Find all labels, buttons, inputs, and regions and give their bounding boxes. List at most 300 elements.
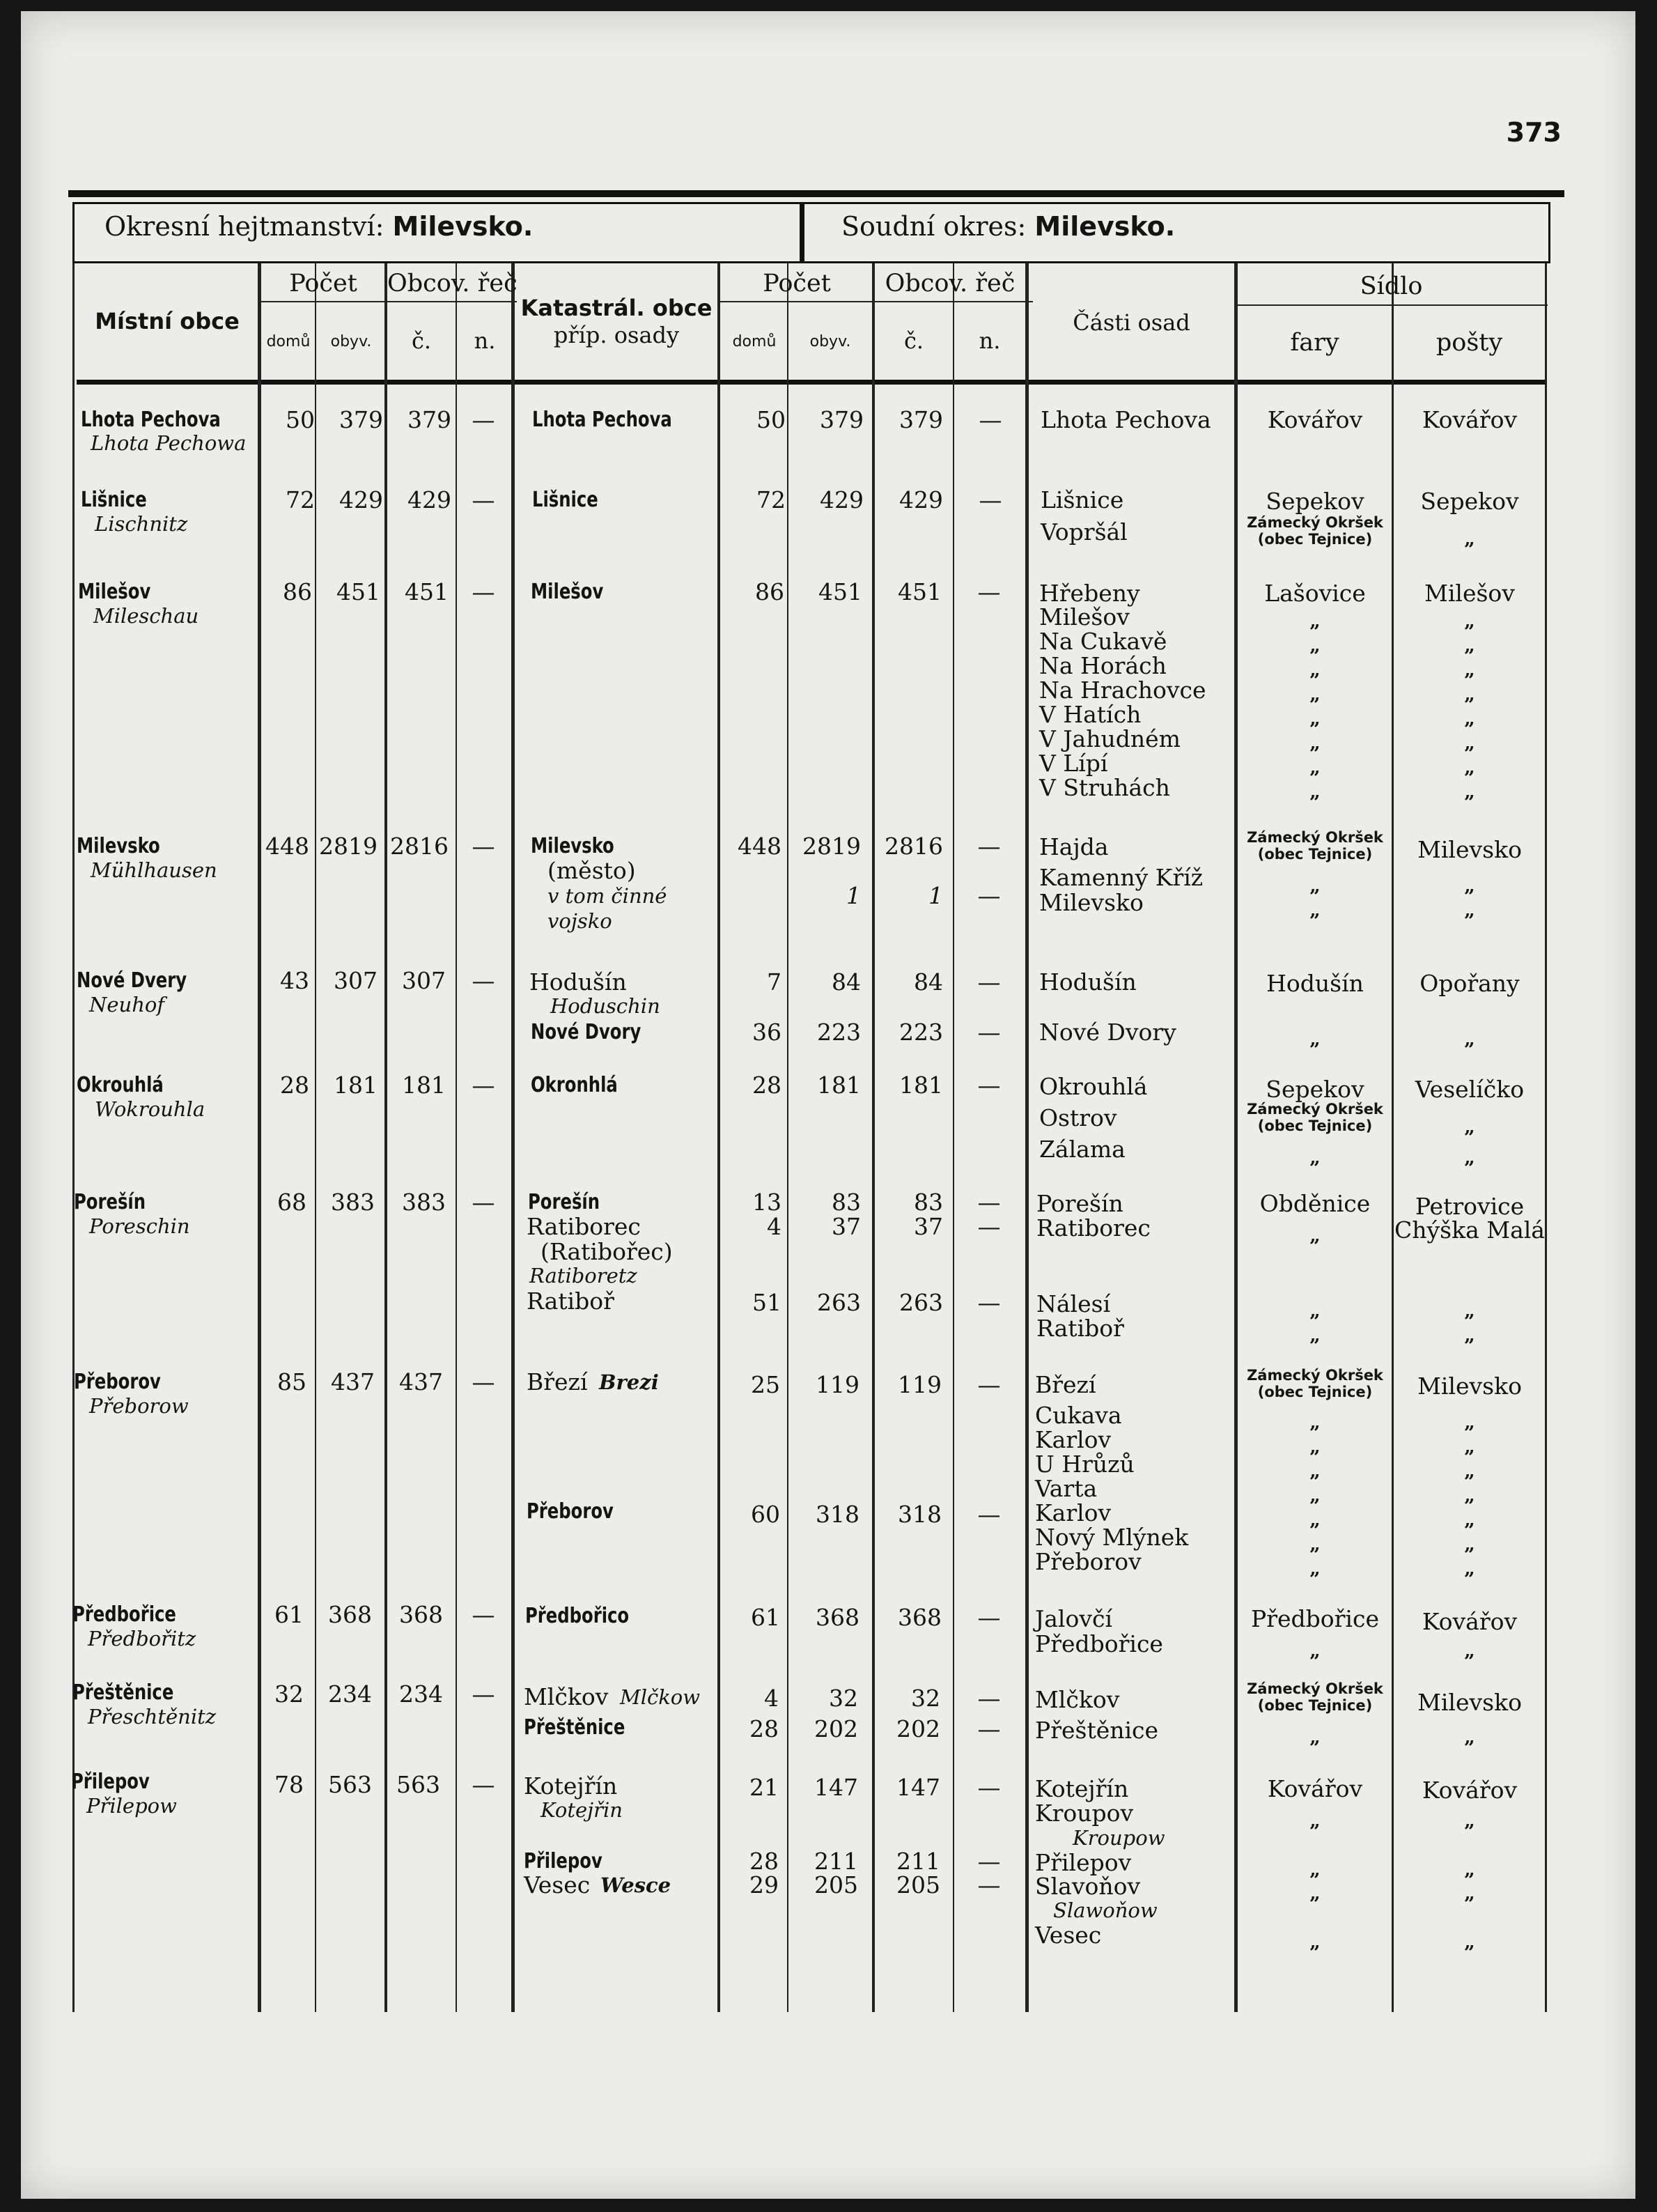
cast-osady: Přeštěnice (1035, 1717, 1159, 1744)
cast-osady: Vesec (1035, 1921, 1102, 1949)
ditto-mark: „ (1464, 1931, 1475, 1953)
obec-n: — (472, 486, 495, 513)
obec-name: Přeborov (74, 1370, 161, 1394)
header-n: n. (474, 327, 496, 354)
header-obyv-2: obyv. (809, 333, 851, 350)
cast-osady: Přilepov (1035, 1849, 1132, 1876)
ditto-mark: „ (1309, 757, 1321, 778)
katastr-c: 205 (896, 1871, 940, 1898)
katastr-name: Přeštěnice (524, 1715, 625, 1740)
top-rule (68, 190, 1564, 197)
ditto-mark: „ (1309, 732, 1321, 754)
katastr-german: Ratiboretz (529, 1264, 637, 1287)
header-subrule (259, 301, 517, 302)
posta: Kovářov (1422, 1777, 1518, 1804)
obec-german: Přeborow (89, 1394, 189, 1418)
katastr-note: v tom činné (547, 884, 667, 908)
katastr-name: Ratiborec (527, 1213, 641, 1240)
cast-osady: Lhota Pechova (1041, 406, 1211, 433)
cast-osady: V Lípí (1039, 750, 1108, 777)
obec-name: Lhota Pechova (81, 408, 221, 432)
katastr-german: Mlčkow (620, 1685, 701, 1709)
ditto-mark: „ (1464, 875, 1475, 897)
ditto-mark: „ (1464, 1324, 1475, 1346)
obec-c: 451 (405, 578, 449, 605)
ditto-mark: „ (1309, 1324, 1321, 1346)
ditto-mark: „ (1464, 1411, 1475, 1433)
header-domu-2: domů (732, 333, 777, 350)
cast-osady: V Struhách (1039, 774, 1170, 801)
posta: Petrovice (1415, 1193, 1525, 1220)
fara-note: (obec Tejnice) (1257, 1697, 1373, 1714)
ditto-mark: „ (1464, 1485, 1475, 1506)
katastr-c: 451 (898, 578, 942, 605)
obec-c: 234 (399, 1680, 443, 1708)
katastr-domu: 7 (767, 968, 781, 996)
obec-obyv: 307 (334, 967, 378, 994)
posta: Milevsko (1417, 1689, 1522, 1716)
katastr-domu: 29 (749, 1871, 779, 1898)
ditto-mark: „ (1309, 1533, 1321, 1555)
posta: Veselíčko (1415, 1076, 1525, 1103)
katastr-c: 202 (896, 1715, 940, 1742)
katastr-obyv: 429 (820, 486, 864, 513)
katastr-obyv: 83 (832, 1189, 861, 1216)
katastr-n: — (977, 1019, 1001, 1046)
header-mistni-obce: Místní obce (95, 308, 240, 334)
katastr-name: Ratiboř (527, 1287, 614, 1315)
obec-name: Přeštěnice (72, 1680, 174, 1705)
posta: Sepekov (1420, 488, 1519, 515)
header-katastral-1: Katastrál. obce (520, 295, 713, 321)
cast-osady: Kroupov (1035, 1800, 1134, 1827)
fara: Sepekov (1266, 488, 1364, 515)
col-line (384, 263, 387, 2012)
fara: Kovářov (1267, 406, 1363, 433)
header-fary: fary (1290, 329, 1339, 357)
katastr-obyv: 211 (814, 1848, 858, 1875)
obec-obyv: 451 (336, 578, 380, 605)
ditto-mark: „ (1464, 757, 1475, 778)
cast-osady: V Hatích (1039, 701, 1142, 728)
header-sidlo: Sídlo (1360, 272, 1423, 300)
ditto-mark: „ (1309, 1436, 1321, 1457)
ditto-mark: „ (1464, 528, 1475, 550)
katastr-obyv: 2819 (802, 833, 861, 860)
ditto-mark: „ (1464, 1640, 1475, 1662)
cast-osady: Březí (1035, 1371, 1096, 1398)
ditto-mark: „ (1464, 1726, 1475, 1748)
cast-osady: Předbořice (1035, 1630, 1163, 1657)
obec-name: Milešov (78, 580, 151, 604)
header-n-2: n. (979, 327, 1001, 354)
katastr-domu: 36 (752, 1019, 781, 1046)
obec-obyv: 181 (334, 1072, 378, 1099)
obec-domu: 32 (274, 1680, 304, 1708)
ditto-mark: „ (1309, 708, 1321, 729)
obec-domu: 68 (277, 1189, 306, 1216)
katastr-domu: 4 (764, 1685, 779, 1712)
katastr-name: Mlčkov (524, 1683, 609, 1710)
ditto-mark: „ (1309, 659, 1321, 681)
obec-german: Lhota Pechowa (91, 431, 247, 455)
ditto-mark: „ (1464, 1558, 1475, 1579)
katastr-n: — (979, 406, 1002, 433)
ditto-mark: „ (1309, 1147, 1321, 1168)
ditto-mark: „ (1464, 683, 1475, 705)
ditto-mark: „ (1464, 708, 1475, 729)
obec-name: Přilepov (71, 1770, 150, 1794)
ditto-mark: „ (1309, 1882, 1321, 1904)
katastr-c: 368 (898, 1604, 942, 1631)
header-pocet-2: Počet (763, 270, 831, 297)
col-line (315, 263, 316, 2012)
katastr-c: 379 (899, 406, 943, 433)
katastr-n: — (977, 1848, 1001, 1875)
posta: Kovářov (1422, 1608, 1518, 1635)
katastr-name: Předbořico (525, 1604, 630, 1628)
katastr-domu: 4 (767, 1213, 781, 1240)
ditto-mark: „ (1309, 781, 1321, 803)
ditto-mark: „ (1464, 610, 1475, 632)
col-line (787, 263, 788, 2012)
katastr-c: 429 (899, 486, 943, 513)
katastr-c: 147 (896, 1774, 940, 1801)
katastr-c: 119 (898, 1371, 942, 1398)
obec-domu: 86 (283, 578, 312, 605)
katastr-sub-c: 1 (928, 882, 943, 909)
katastr-obyv: 147 (814, 1774, 858, 1801)
cast-osady-german: Slawoňow (1053, 1898, 1158, 1922)
fara: Lašovice (1264, 580, 1366, 607)
katastr-domu: 21 (749, 1774, 779, 1801)
col-line (456, 263, 457, 2012)
ditto-mark: „ (1309, 1460, 1321, 1482)
katastr-note: (město) (547, 857, 636, 884)
obec-c: 563 (396, 1771, 440, 1798)
header-subrule (719, 301, 1033, 302)
ditto-mark: „ (1464, 1028, 1475, 1050)
ditto-mark: „ (1464, 1859, 1475, 1880)
obec-name: Předbořice (72, 1602, 176, 1627)
fara-note: (obec Tejnice) (1257, 846, 1373, 863)
cast-osady-german: Kroupow (1073, 1826, 1165, 1850)
katastr-c: 223 (899, 1019, 943, 1046)
obec-obyv: 368 (328, 1601, 372, 1628)
obec-domu: 50 (286, 406, 315, 433)
fara-note: (obec Tejnice) (1257, 1117, 1373, 1134)
cast-osady: Na Horách (1039, 652, 1167, 679)
katastr-name: Březí (527, 1368, 588, 1395)
obec-n: — (472, 967, 495, 994)
ditto-mark: „ (1309, 610, 1321, 632)
obec-n: — (472, 1072, 495, 1099)
header-posty: pošty (1436, 329, 1503, 357)
katastr-obyv: 263 (817, 1289, 861, 1316)
fara-note: Zámecký Okršek (1247, 1101, 1383, 1117)
katastr-domu: 28 (749, 1848, 779, 1875)
col-line (1025, 263, 1029, 2012)
katastr-name: Lišnice (532, 488, 598, 512)
katastr-domu: 28 (749, 1715, 779, 1742)
posta: Milešov (1424, 580, 1515, 607)
cast-osady: Hajda (1039, 833, 1109, 860)
title-divider (800, 203, 804, 263)
katastr-note: vojsko (547, 909, 612, 933)
page-number: 373 (1506, 117, 1562, 148)
cast-osady: Nový Mlýnek (1035, 1524, 1189, 1551)
ditto-mark: „ (1464, 1533, 1475, 1555)
header-obyv: obyv. (330, 333, 372, 350)
katastr-obyv: 223 (817, 1019, 861, 1046)
posta: Chýška Malá (1394, 1216, 1545, 1244)
katastr-n: — (977, 578, 1001, 605)
katastr-n: — (977, 1685, 1001, 1712)
katastr-domu: 72 (756, 486, 786, 513)
obec-c: 368 (399, 1601, 443, 1628)
katastr-name: Milevsko (531, 834, 614, 858)
katastr-n: — (977, 1213, 1001, 1240)
katastr-obyv: 84 (832, 968, 861, 996)
cast-osady: Karlov (1035, 1426, 1112, 1453)
obec-n: — (472, 1680, 495, 1708)
ditto-mark: „ (1464, 899, 1475, 921)
ditto-mark: „ (1309, 1859, 1321, 1880)
obec-domu: 28 (280, 1072, 309, 1099)
katastr-obyv: 379 (820, 406, 864, 433)
obec-n: — (472, 578, 495, 605)
obec-name: Okrouhlá (77, 1073, 164, 1097)
ditto-mark: „ (1309, 1726, 1321, 1748)
katastr-name: Milešov (531, 580, 604, 604)
katastr-n: — (977, 1604, 1001, 1631)
ditto-mark: „ (1309, 875, 1321, 897)
katastr-german: Wesce (600, 1873, 671, 1897)
cast-osady: V Jahudném (1039, 725, 1181, 752)
cast-osady: Nálesí (1036, 1290, 1111, 1317)
katastr-n: — (979, 486, 1002, 513)
posta: Opořany (1419, 970, 1520, 997)
katastr-sub-n: — (977, 882, 1001, 909)
header-casti-osad: Části osad (1073, 309, 1190, 336)
ditto-mark: „ (1464, 732, 1475, 754)
ditto-mark: „ (1464, 1300, 1475, 1322)
katastr-name: Porešín (528, 1190, 600, 1214)
header-katastral-2: příp. osady (553, 322, 680, 348)
katastr-c: 84 (914, 968, 943, 996)
katastr-n: — (977, 1189, 1001, 1216)
fara: Předbořice (1251, 1605, 1379, 1632)
ditto-mark: „ (1309, 1225, 1321, 1246)
ditto-mark: „ (1464, 659, 1475, 681)
ditto-mark: „ (1464, 635, 1475, 656)
katastr-domu: 60 (751, 1501, 780, 1528)
obec-german: Přilepow (86, 1794, 177, 1818)
ditto-mark: „ (1464, 1460, 1475, 1482)
katastr-obyv: 202 (814, 1715, 858, 1742)
fara: Sepekov (1266, 1076, 1364, 1103)
katastr-obyv: 451 (818, 578, 862, 605)
obec-obyv: 437 (331, 1368, 375, 1395)
ditto-mark: „ (1464, 1810, 1475, 1832)
obec-name: Lišnice (81, 488, 147, 512)
obec-n: — (472, 1771, 495, 1798)
fara: Obděnice (1259, 1190, 1371, 1217)
col-line (872, 263, 875, 2012)
obec-german: Neuhof (89, 993, 165, 1016)
cast-osady: Kotejřín (1035, 1775, 1129, 1802)
cast-osady: U Hrůzů (1035, 1451, 1135, 1478)
obec-obyv: 429 (339, 486, 383, 513)
cast-osady: Hodušín (1039, 968, 1137, 996)
katastr-german: Kotejřin (540, 1798, 623, 1822)
katastr-domu: 51 (752, 1289, 781, 1316)
katastr-obyv: 181 (817, 1072, 861, 1099)
obec-german: Poreschin (89, 1214, 190, 1238)
katastr-c: 318 (898, 1501, 942, 1528)
ditto-mark: „ (1309, 1509, 1321, 1531)
ditto-mark: „ (1309, 635, 1321, 656)
cast-osady: Mlčkov (1035, 1686, 1120, 1713)
ditto-mark: „ (1309, 683, 1321, 705)
fara-note: Zámecký Okršek (1247, 1367, 1383, 1384)
ditto-mark: „ (1464, 1509, 1475, 1531)
col-line (717, 263, 720, 2012)
katastr-obyv: 368 (816, 1604, 859, 1631)
fara-note: Zámecký Okršek (1247, 829, 1383, 846)
cast-osady: Porešín (1036, 1190, 1123, 1217)
katastr-sub-obyv: 1 (846, 882, 861, 909)
cast-osady: Ratiborec (1036, 1214, 1151, 1242)
ditto-mark: „ (1464, 1116, 1475, 1138)
obec-german: Přeschtěnitz (88, 1705, 217, 1728)
obec-obyv: 563 (328, 1771, 372, 1798)
obec-german: Mühlhausen (91, 858, 217, 882)
obec-c: 379 (407, 406, 451, 433)
obec-n: — (472, 1601, 495, 1628)
cast-osady: Varta (1035, 1475, 1098, 1502)
obec-domu: 43 (280, 967, 309, 994)
katastr-name: Okronhlá (531, 1073, 618, 1097)
obec-domu: 72 (286, 486, 315, 513)
katastr-note: (Ratibořec) (540, 1238, 673, 1265)
katastr-c: 83 (914, 1189, 943, 1216)
cast-osady: Přeborov (1035, 1548, 1142, 1575)
katastr-c: 181 (899, 1072, 943, 1099)
ditto-mark: „ (1309, 1411, 1321, 1433)
fara: Kovářov (1267, 1775, 1363, 1802)
katastr-obyv: 37 (832, 1213, 861, 1240)
posta: Milevsko (1417, 1372, 1522, 1400)
katastr-obyv: 32 (829, 1685, 858, 1712)
katastr-german: Brezi (599, 1370, 659, 1394)
obec-domu: 85 (277, 1368, 306, 1395)
cast-osady: Nové Dvory (1039, 1019, 1176, 1046)
obec-german: Wokrouhla (95, 1097, 205, 1121)
katastr-n: — (977, 1501, 1001, 1528)
cast-osady: Hřebeny (1039, 580, 1140, 607)
posta: Milevsko (1417, 836, 1522, 863)
cast-osady: Ostrov (1039, 1104, 1117, 1131)
header-bottom-rule (77, 380, 1546, 385)
ditto-mark: „ (1309, 899, 1321, 921)
katastr-c: 2816 (885, 833, 943, 860)
katastr-c: 211 (896, 1848, 940, 1875)
col-line (953, 263, 954, 2012)
obec-german: Mileschau (93, 604, 199, 628)
obec-n: — (472, 1368, 495, 1395)
katastr-obyv: 119 (816, 1371, 859, 1398)
ditto-mark: „ (1464, 1147, 1475, 1168)
katastr-n: — (977, 1715, 1001, 1742)
ditto-mark: „ (1309, 1558, 1321, 1579)
katastr-obyv: 205 (814, 1871, 858, 1898)
obec-domu: 448 (265, 833, 309, 860)
fara-note: Zámecký Okršek (1247, 514, 1383, 531)
katastr-c: 37 (914, 1213, 943, 1240)
obec-obyv: 383 (331, 1189, 375, 1216)
fara-note: (obec Tejnice) (1257, 531, 1373, 548)
obec-obyv: 2819 (319, 833, 378, 860)
district-title: Okresní hejtmanství: Milevsko. (104, 211, 534, 242)
cast-osady: Kamenný Kříž (1039, 864, 1204, 891)
obec-c: 181 (402, 1072, 446, 1099)
cast-osady: Lišnice (1041, 486, 1124, 513)
ditto-mark: „ (1464, 781, 1475, 803)
cast-osady: Vopršál (1041, 518, 1128, 546)
posta: Kovářov (1422, 406, 1518, 433)
ditto-mark: „ (1309, 1810, 1321, 1832)
ditto-mark: „ (1464, 1436, 1475, 1457)
header-c: č. (411, 327, 432, 354)
katastr-domu: 28 (752, 1072, 781, 1099)
obec-obyv: 379 (339, 406, 383, 433)
obec-c: 437 (399, 1368, 443, 1395)
obec-domu: 61 (274, 1601, 304, 1628)
obec-name: Milevsko (77, 834, 160, 858)
court-title: Soudní okres: Milevsko. (841, 211, 1176, 242)
katastr-name: Hodušín (529, 968, 627, 996)
katastr-name: Přeborov (527, 1499, 614, 1524)
katastr-domu: 13 (752, 1189, 781, 1216)
col-line (511, 263, 515, 2012)
katastr-obyv: 318 (816, 1501, 859, 1528)
ditto-mark: „ (1464, 1882, 1475, 1904)
fara-note: (obec Tejnice) (1257, 1384, 1373, 1400)
katastr-domu: 448 (738, 833, 781, 860)
katastr-n: — (977, 968, 1001, 996)
header-domu: domů (266, 333, 311, 350)
katastr-domu: 86 (755, 578, 784, 605)
katastr-n: — (977, 1072, 1001, 1099)
katastr-name: Nové Dvory (531, 1020, 641, 1044)
katastr-n: — (977, 1774, 1001, 1801)
col-line (72, 263, 75, 2012)
cast-osady: Milešov (1039, 603, 1130, 631)
ditto-mark: „ (1309, 1640, 1321, 1662)
katastr-n: — (977, 1289, 1001, 1316)
obec-obyv: 234 (328, 1680, 372, 1708)
cast-osady: Karlov (1035, 1499, 1112, 1526)
cast-osady: Na Cukavě (1039, 628, 1167, 655)
katastr-name: Lhota Pechova (532, 408, 672, 432)
ditto-mark: „ (1309, 1485, 1321, 1506)
header-obcov-rec: Obcov. řeč (387, 270, 518, 297)
obec-c: 429 (407, 486, 451, 513)
ditto-mark: „ (1309, 1931, 1321, 1953)
obec-n: — (472, 833, 495, 860)
cast-osady: Ratiboř (1036, 1315, 1124, 1342)
